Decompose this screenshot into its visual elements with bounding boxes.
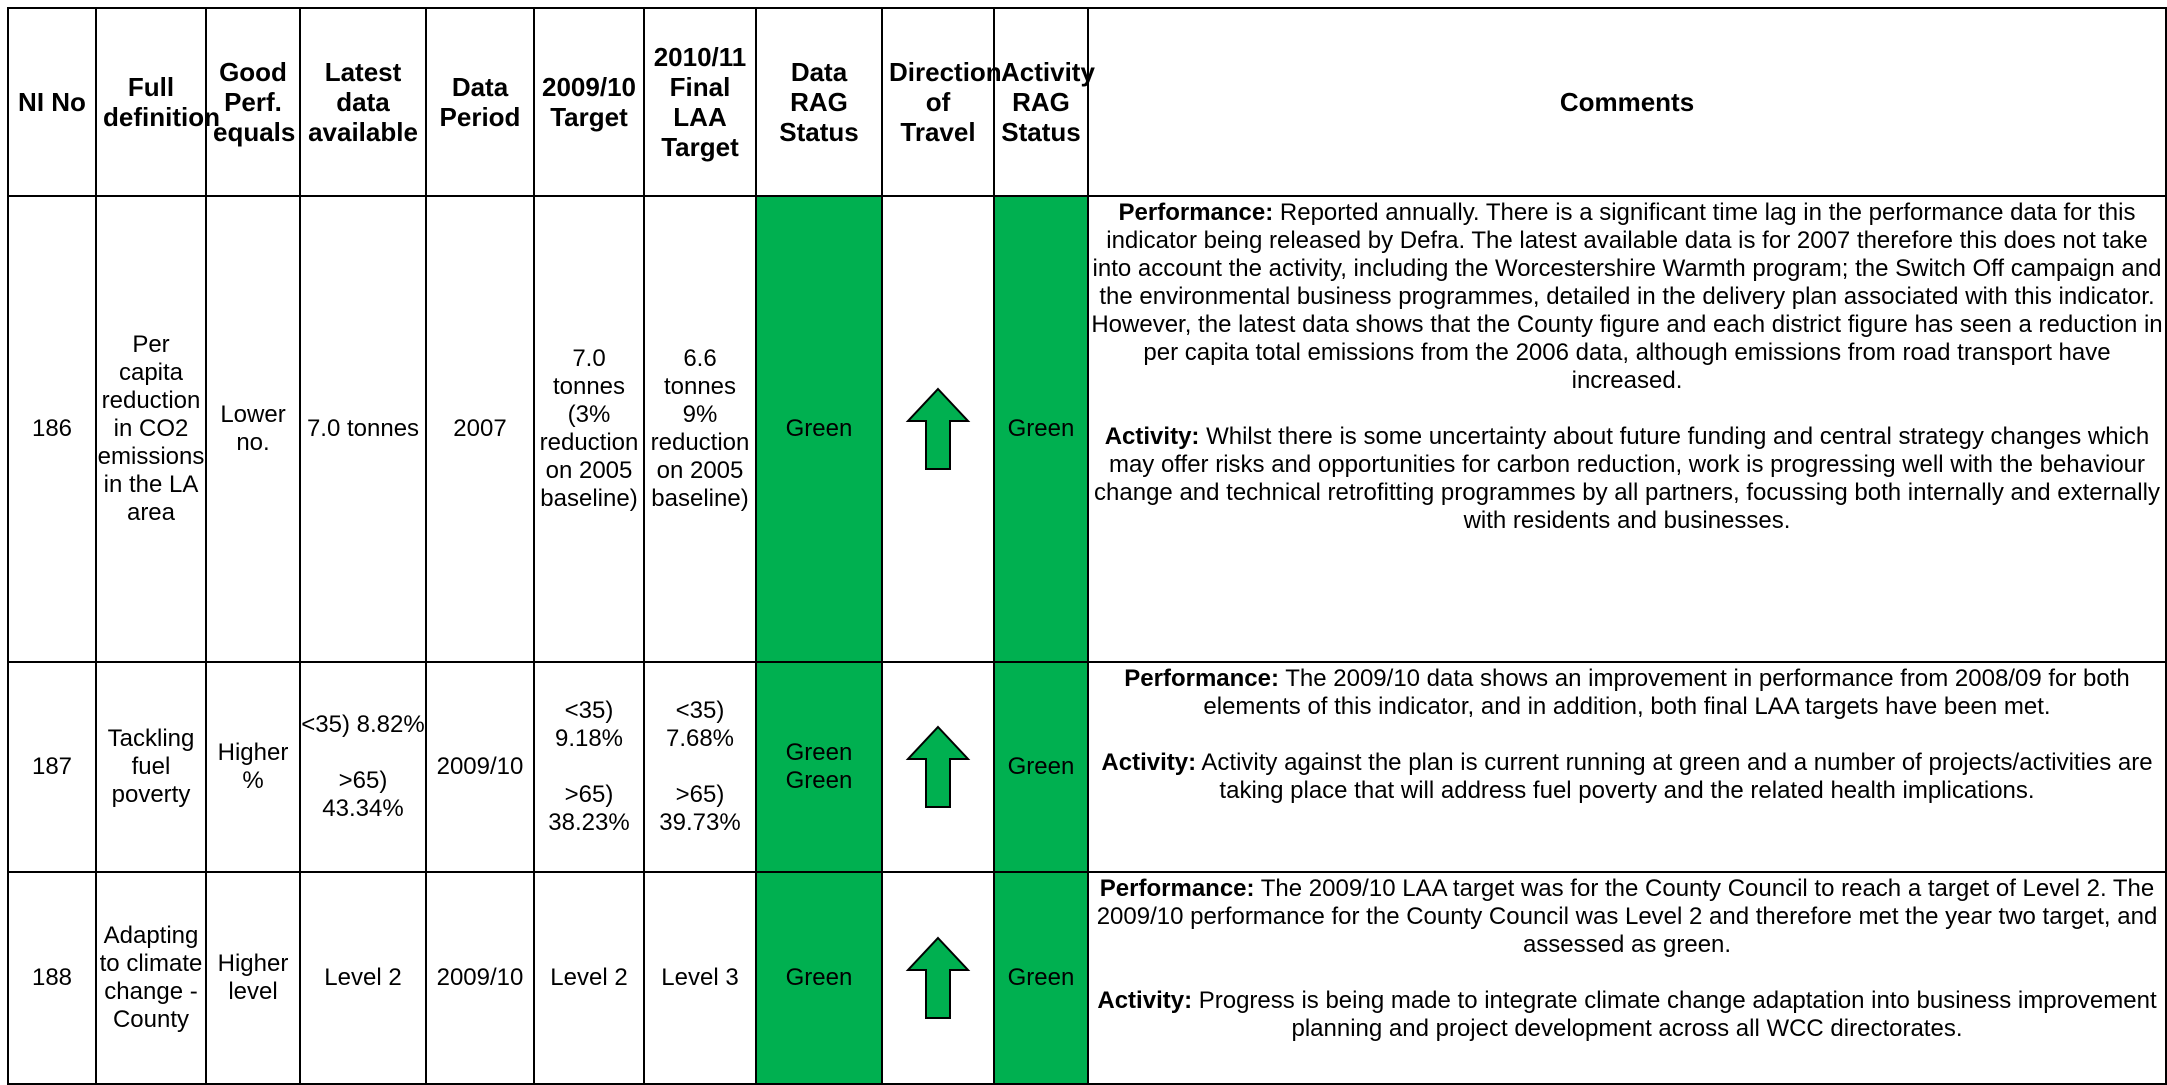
performance-label: Performance: — [1118, 199, 1274, 226]
activity-rag-status: Green — [994, 662, 1088, 872]
performance-table — [7, 7, 2167, 1085]
direction-of-travel — [882, 196, 994, 662]
performance-text: The 2009/10 LAA target was for the County Council to reach a target of Level 2. The 2009/10 performance for the County Council was Level 2 and therefore met the year two target, and assessed as green. — [1096, 875, 2158, 958]
latest-data-under-35: <35) 8.82% — [301, 711, 425, 738]
activity-text: Whilst there is some uncertainty about future funding and central strategy changes which may offer risks and opportunities for carbon reduction, work is progressing well with the behaviour change and technical retrofitting programmes by all partners, focussing both internally and externally with residents and businesses. — [1094, 423, 2160, 534]
full-definition: Adapting to climate change - County — [96, 872, 206, 1084]
table-row — [8, 662, 2166, 872]
comments-cell — [1088, 662, 2166, 872]
activity-rag-status: Green — [994, 872, 1088, 1084]
good-perf: Higher % — [206, 662, 300, 872]
final-laa-target-under-35: <35) 7.68% — [665, 697, 735, 752]
final-laa-target-over-65: >65) 39.73% — [659, 781, 741, 836]
target-0910-over-65: >65) 38.23% — [548, 781, 630, 836]
final-laa-target — [644, 662, 756, 872]
direction-of-travel — [882, 662, 994, 872]
header-good-perf: Good Perf. equals — [206, 8, 300, 196]
performance-label: Performance: — [1124, 665, 1279, 692]
latest-data-over-65: >65) 43.34% — [322, 767, 404, 822]
data-rag-status-a: Green — [785, 739, 853, 766]
data-period: 2007 — [426, 196, 534, 662]
activity-comment — [1089, 987, 2165, 1043]
good-perf: Higher level — [206, 872, 300, 1084]
header-comments: Comments — [1088, 8, 2166, 196]
header-row — [8, 8, 2166, 196]
data-rag-status-b: Green — [785, 767, 853, 794]
ni-number: 188 — [8, 872, 96, 1084]
table-row — [8, 872, 2166, 1084]
comments-cell — [1088, 872, 2166, 1084]
target-0910: 7.0 tonnes (3% reduction on 2005 baseline) — [534, 196, 644, 662]
final-laa-target: Level 3 — [644, 872, 756, 1084]
activity-label: Activity: — [1097, 987, 1193, 1014]
target-0910-under-35: <35) 9.18% — [554, 697, 624, 752]
header-latest-data: Latest data available — [300, 8, 426, 196]
full-definition: Tackling fuel poverty — [96, 662, 206, 872]
header-target-0910: 2009/10 Target — [534, 8, 644, 196]
target-0910 — [534, 662, 644, 872]
up-arrow-icon — [906, 387, 970, 471]
performance-label: Performance: — [1099, 875, 1255, 902]
data-period: 2009/10 — [426, 872, 534, 1084]
data-rag-status: Green — [756, 872, 882, 1084]
performance-comment — [1089, 665, 2165, 721]
full-definition: Per capita reduction in CO2 emissions in the LA area — [96, 196, 206, 662]
header-direction: Direction of Travel — [882, 8, 994, 196]
latest-data — [300, 662, 426, 872]
target-0910: Level 2 — [534, 872, 644, 1084]
activity-label: Activity: — [1101, 749, 1197, 776]
latest-data: 7.0 tonnes — [300, 196, 426, 662]
data-rag-status — [756, 662, 882, 872]
activity-text: Progress is being made to integrate climate change adaptation into business improvement planning and project development across all WCC directorates. — [1198, 987, 2157, 1042]
header-data-rag: Data RAG Status — [756, 8, 882, 196]
header-final-laa-target: 2010/11 Final LAA Target — [644, 8, 756, 196]
header-full-definition: Full definition — [96, 8, 206, 196]
final-laa-target: 6.6 tonnes 9% reduction on 2005 baseline) — [644, 196, 756, 662]
performance-text: Reported annually. There is a significant time lag in the performance data for this indicator being released by Defra. The latest available data is for 2007 therefore this does not take into account the activity, including the Worcestershire Warmth program; the Switch Off campaign and the environmental business programmes, detailed in the delivery plan associated with this indicator. However, the latest data shows that the County figure and each district figure has seen a reduction in per capita total emissions from the 2006 data, although emissions from road transport have increased. — [1091, 199, 2163, 394]
activity-text: Activity against the plan is current running at green and a number of projects/activities are taking place that will address fuel poverty and the related health implications. — [1201, 749, 2153, 804]
activity-comment — [1089, 423, 2165, 535]
good-perf: Lower no. — [206, 196, 300, 662]
data-period: 2009/10 — [426, 662, 534, 872]
ni-number: 187 — [8, 662, 96, 872]
ni-number: 186 — [8, 196, 96, 662]
activity-comment — [1089, 749, 2165, 805]
performance-text: The 2009/10 data shows an improvement in performance from 2008/09 for both elements of this indicator, and in addition, both final LAA targets have been met. — [1203, 665, 2130, 720]
direction-of-travel — [882, 872, 994, 1084]
data-rag-status: Green — [756, 196, 882, 662]
table-row — [8, 196, 2166, 662]
header-data-period: Data Period — [426, 8, 534, 196]
comments-cell — [1088, 196, 2166, 662]
activity-rag-status: Green — [994, 196, 1088, 662]
header-activity-rag: Activity RAG Status — [994, 8, 1088, 196]
latest-data: Level 2 — [300, 872, 426, 1084]
performance-comment — [1089, 199, 2165, 395]
up-arrow-icon — [906, 725, 970, 809]
up-arrow-icon — [906, 936, 970, 1020]
performance-comment — [1089, 875, 2165, 959]
header-ni-no: NI No — [8, 8, 96, 196]
activity-label: Activity: — [1104, 423, 1200, 450]
